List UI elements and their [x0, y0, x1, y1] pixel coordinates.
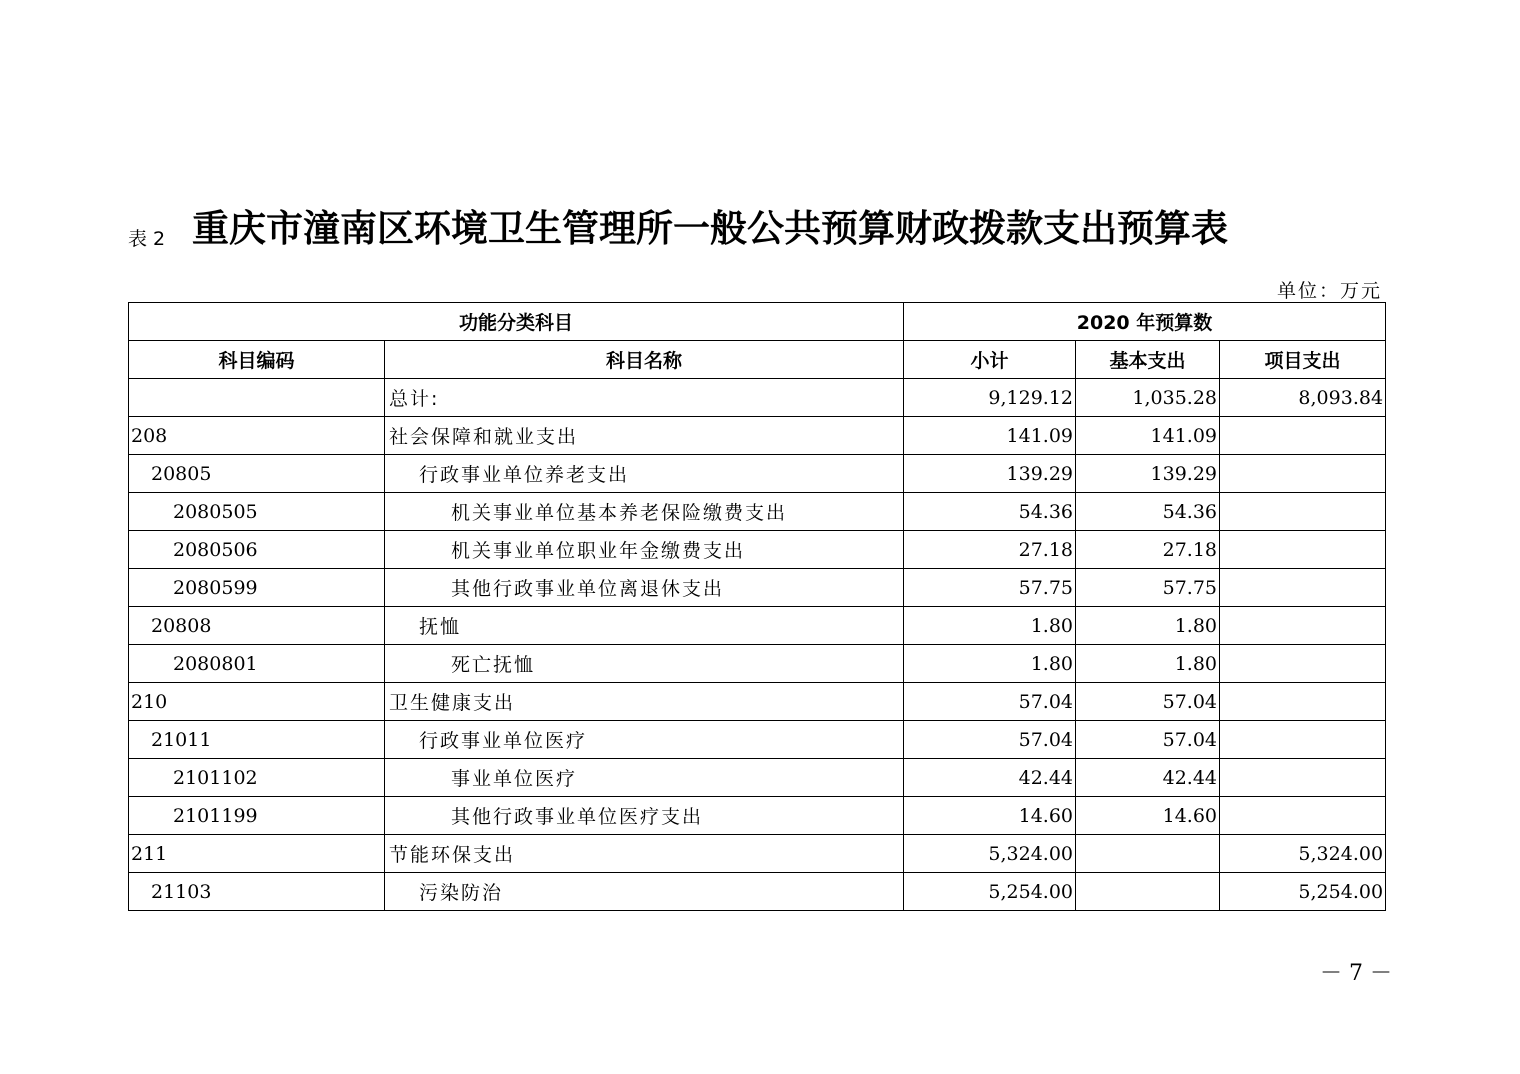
cell-name: 总计:	[385, 379, 904, 417]
cell-project	[1220, 455, 1386, 493]
cell-name: 行政事业单位养老支出	[385, 455, 904, 493]
table-row	[129, 417, 1386, 455]
cell-basic: 1.80	[1076, 607, 1220, 645]
cell-project	[1220, 417, 1386, 455]
cell-code: 208	[129, 417, 385, 455]
cell-code: 21011	[129, 721, 385, 759]
table-row	[129, 493, 1386, 531]
cell-code: 2080801	[129, 645, 385, 683]
table-row	[129, 569, 1386, 607]
table-row	[129, 683, 1386, 721]
cell-name: 事业单位医疗	[385, 759, 904, 797]
column-header-basic: 基本支出	[1076, 341, 1220, 379]
column-header-code: 科目编码	[129, 341, 385, 379]
cell-subtotal: 1.80	[904, 607, 1076, 645]
title-row	[128, 198, 1388, 254]
table-row	[129, 797, 1386, 835]
table-row	[129, 379, 1386, 417]
cell-subtotal: 5,324.00	[904, 835, 1076, 873]
table-row	[129, 873, 1386, 911]
cell-subtotal: 1.80	[904, 645, 1076, 683]
cell-subtotal: 139.29	[904, 455, 1076, 493]
cell-project: 5,254.00	[1220, 873, 1386, 911]
table-body	[129, 379, 1386, 911]
cell-basic: 57.75	[1076, 569, 1220, 607]
table-row	[129, 531, 1386, 569]
cell-name: 其他行政事业单位医疗支出	[385, 797, 904, 835]
column-header-name: 科目名称	[385, 341, 904, 379]
page-title: 重庆市潼南区环境卫生管理所一般公共预算财政拨款支出预算表	[192, 207, 1228, 250]
cell-code: 21103	[129, 873, 385, 911]
cell-project	[1220, 797, 1386, 835]
column-header-project: 项目支出	[1220, 341, 1386, 379]
cell-code: 2080506	[129, 531, 385, 569]
cell-subtotal: 27.18	[904, 531, 1076, 569]
cell-subtotal: 14.60	[904, 797, 1076, 835]
cell-name: 死亡抚恤	[385, 645, 904, 683]
cell-code: 210	[129, 683, 385, 721]
cell-code: 2080505	[129, 493, 385, 531]
cell-project	[1220, 645, 1386, 683]
header-budget-2020: 2020 年预算数	[904, 303, 1386, 341]
cell-name: 社会保障和就业支出	[385, 417, 904, 455]
cell-basic: 57.04	[1076, 721, 1220, 759]
cell-basic: 57.04	[1076, 683, 1220, 721]
table-row	[129, 721, 1386, 759]
cell-subtotal: 5,254.00	[904, 873, 1076, 911]
cell-subtotal: 57.04	[904, 683, 1076, 721]
column-header-row	[129, 341, 1386, 379]
table-row	[129, 835, 1386, 873]
column-header-subtotal: 小计	[904, 341, 1076, 379]
table-number: 表 2	[128, 228, 166, 250]
cell-code	[129, 379, 385, 417]
cell-subtotal: 54.36	[904, 493, 1076, 531]
cell-name: 其他行政事业单位离退休支出	[385, 569, 904, 607]
table-row	[129, 645, 1386, 683]
cell-name: 节能环保支出	[385, 835, 904, 873]
cell-basic: 42.44	[1076, 759, 1220, 797]
cell-subtotal: 141.09	[904, 417, 1076, 455]
cell-code: 20808	[129, 607, 385, 645]
cell-subtotal: 57.04	[904, 721, 1076, 759]
cell-basic	[1076, 835, 1220, 873]
cell-name: 污染防治	[385, 873, 904, 911]
cell-basic: 1,035.28	[1076, 379, 1220, 417]
cell-subtotal: 9,129.12	[904, 379, 1076, 417]
cell-name: 机关事业单位职业年金缴费支出	[385, 531, 904, 569]
cell-basic: 14.60	[1076, 797, 1220, 835]
cell-name: 行政事业单位医疗	[385, 721, 904, 759]
budget-table	[128, 302, 1386, 911]
cell-project: 8,093.84	[1220, 379, 1386, 417]
cell-code: 2101102	[129, 759, 385, 797]
cell-code: 2080599	[129, 569, 385, 607]
table-row	[129, 759, 1386, 797]
cell-project	[1220, 683, 1386, 721]
cell-basic: 139.29	[1076, 455, 1220, 493]
cell-basic: 1.80	[1076, 645, 1220, 683]
cell-project	[1220, 493, 1386, 531]
cell-name: 卫生健康支出	[385, 683, 904, 721]
cell-code: 2101199	[129, 797, 385, 835]
page-number: － 7 －	[1320, 961, 1392, 986]
cell-basic: 27.18	[1076, 531, 1220, 569]
cell-project	[1220, 721, 1386, 759]
cell-project: 5,324.00	[1220, 835, 1386, 873]
cell-basic	[1076, 873, 1220, 911]
cell-subtotal: 42.44	[904, 759, 1076, 797]
cell-project	[1220, 759, 1386, 797]
cell-name: 机关事业单位基本养老保险缴费支出	[385, 493, 904, 531]
cell-basic: 141.09	[1076, 417, 1220, 455]
cell-name: 抚恤	[385, 607, 904, 645]
table-row	[129, 455, 1386, 493]
cell-project	[1220, 531, 1386, 569]
cell-code: 20805	[129, 455, 385, 493]
table-row	[129, 607, 1386, 645]
header-functional-classification: 功能分类科目	[129, 303, 904, 341]
group-header-row	[129, 303, 1386, 341]
cell-subtotal: 57.75	[904, 569, 1076, 607]
cell-project	[1220, 569, 1386, 607]
cell-code: 211	[129, 835, 385, 873]
cell-basic: 54.36	[1076, 493, 1220, 531]
unit-label: 单位：万元	[1276, 280, 1382, 302]
cell-project	[1220, 607, 1386, 645]
